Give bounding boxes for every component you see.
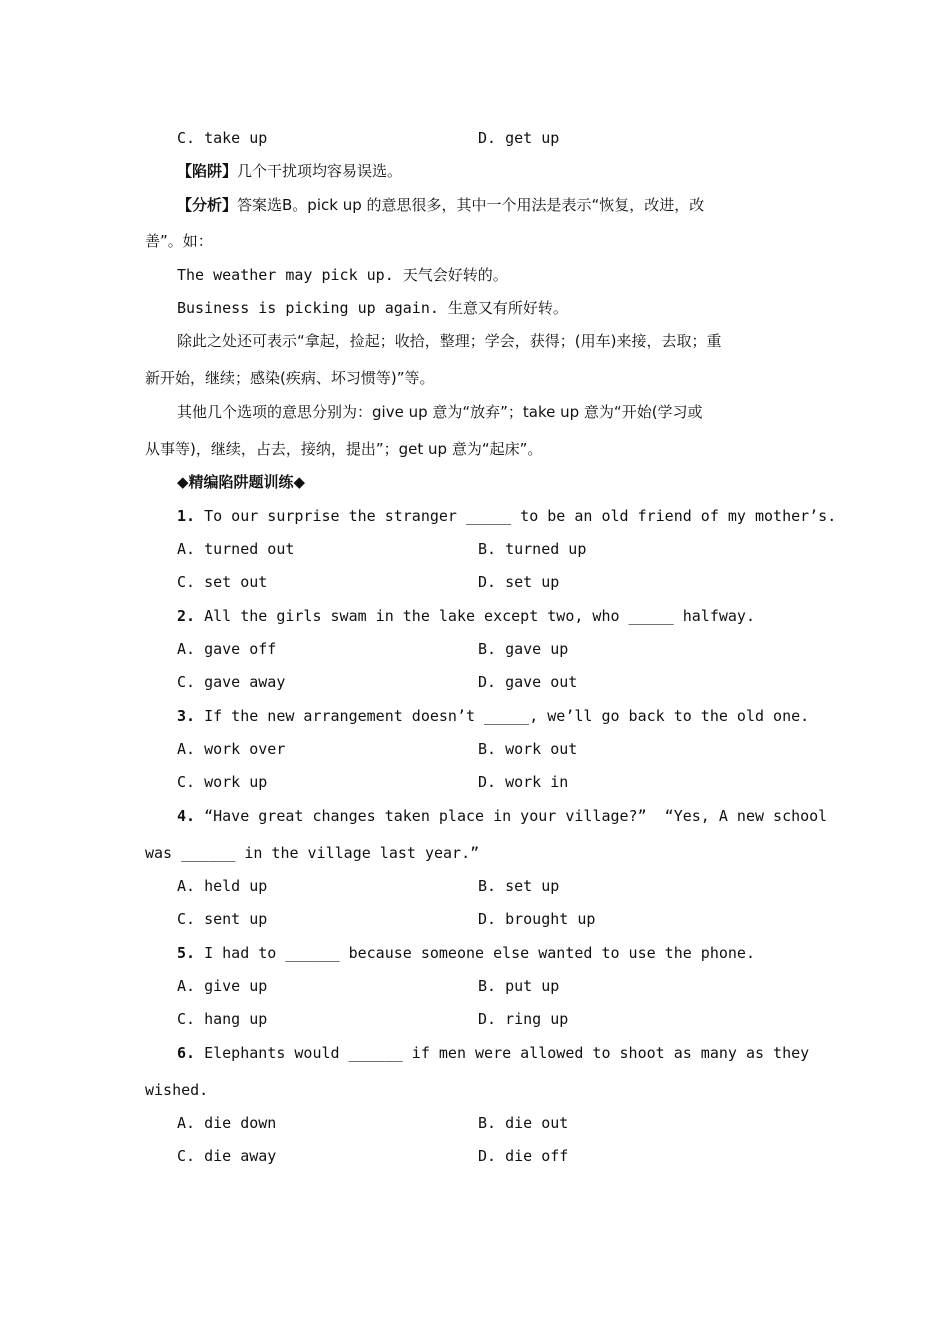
example-1: The weather may pick up. 天气会好转的。	[177, 266, 508, 284]
option-a: A. turned out	[177, 540, 295, 558]
option-c: C. hang up	[177, 1010, 268, 1028]
option-d: D. work in	[478, 773, 569, 791]
question-6	[177, 1043, 809, 1063]
option-a: A. give up	[177, 977, 268, 995]
question-4	[177, 806, 827, 826]
question-number: 5.	[177, 944, 196, 962]
option-b: B. work out	[478, 740, 578, 758]
other-meanings-line-2: 新开始，继续；感染(疾病、坏习惯等)”等。	[145, 369, 435, 387]
option-d: D. set up	[478, 573, 560, 591]
section-title: ◆精编陷阱题训练◆	[177, 473, 306, 491]
analysis-paragraph	[177, 195, 704, 215]
options-meaning-line-1: 其他几个选项的意思分别为：give up 意为“放弃”；take up 意为“开始(学习或	[177, 403, 703, 421]
question-text: I had to ______ because someone else wanted to use the phone.	[204, 944, 755, 962]
trap-paragraph	[177, 161, 402, 181]
options-meaning-line-2: 从事等)，继续，占去，接纳，提出”；get up 意为“起床”。	[145, 440, 543, 458]
option-c: C. die away	[177, 1147, 277, 1165]
option-d: D. gave out	[478, 673, 578, 691]
question-6-continued: wished.	[145, 1081, 209, 1099]
option-b: B. die out	[478, 1114, 569, 1132]
question-4-continued: was ______ in the village last year.”	[145, 844, 480, 862]
option-c: C. work up	[177, 773, 268, 791]
top-option-d: D. get up	[478, 129, 560, 147]
question-number: 4.	[177, 807, 196, 825]
analysis-line-1: 答案选B。pick up 的意思很多，其中一个用法是表示“恢复，改进，改	[237, 196, 705, 214]
question-text: All the girls swam in the lake except two, who _____ halfway.	[204, 607, 755, 625]
question-text: To our surprise the stranger _____ to be an old friend of my mother’s.	[204, 507, 837, 525]
question-number: 3.	[177, 707, 196, 725]
question-3	[177, 706, 809, 726]
option-b: B. gave up	[478, 640, 569, 658]
option-d: D. brought up	[478, 910, 596, 928]
question-number: 2.	[177, 607, 196, 625]
option-d: D. ring up	[478, 1010, 569, 1028]
other-meanings-line-1: 除此之处还可表示“拿起，捡起；收拾，整理；学会，获得；(用车)来接，去取；重	[177, 332, 722, 350]
question-number: 1.	[177, 507, 196, 525]
option-b: B. put up	[478, 977, 560, 995]
option-a: A. work over	[177, 740, 286, 758]
question-text: “Have great changes taken place in your village?” “Yes, A new school	[204, 807, 828, 825]
trap-label: 【陷阱】	[177, 162, 238, 180]
example-2: Business is picking up again. 生意又有所好转。	[177, 299, 568, 317]
option-a: A. die down	[177, 1114, 277, 1132]
question-5	[177, 943, 755, 963]
option-b: B. turned up	[478, 540, 587, 558]
analysis-label: 【分析】	[177, 196, 238, 214]
option-a: A. gave off	[177, 640, 277, 658]
top-option-c: C. take up	[177, 129, 268, 147]
option-c: C. set out	[177, 573, 268, 591]
option-a: A. held up	[177, 877, 268, 895]
option-d: D. die off	[478, 1147, 569, 1165]
analysis-line-2: 善”。如：	[145, 232, 213, 250]
question-1	[177, 506, 836, 526]
question-text: Elephants would ______ if men were allowed to shoot as many as they	[204, 1044, 810, 1062]
option-b: B. set up	[478, 877, 560, 895]
option-c: C. gave away	[177, 673, 286, 691]
option-c: C. sent up	[177, 910, 268, 928]
question-2	[177, 606, 755, 626]
question-number: 6.	[177, 1044, 196, 1062]
question-text: If the new arrangement doesn’t _____, we’ll go back to the old one.	[204, 707, 810, 725]
trap-text: 几个干扰项均容易误选。	[237, 162, 403, 180]
